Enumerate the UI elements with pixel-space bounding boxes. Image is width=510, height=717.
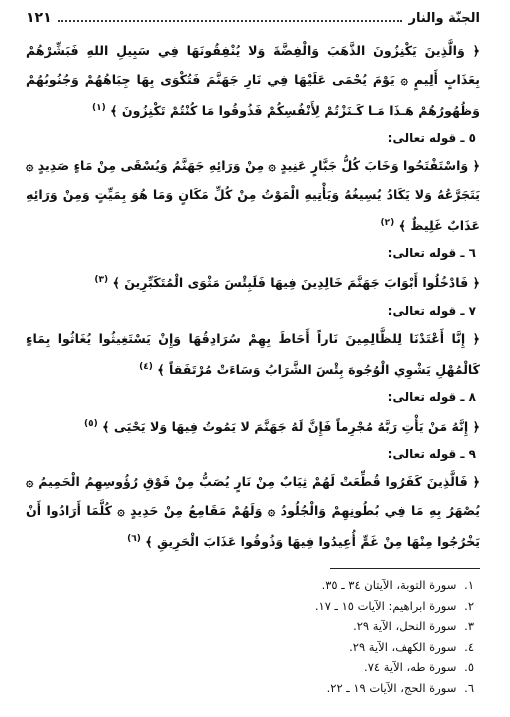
verse-text: ﴿ وَاسْتَفْتَحُوا وَخَابَ كُلُّ جَبَّارٍ عَنِيدٍ ۞ مِنْ وَرَائِهِ جَهَنَّمُ وَيُسْقَى مِنْ مَاءٍ صَدِيدٍ ۞ يَتَجَرَّعُهُ وَلا يَكَادُ يُسِيغُهُ وَيَأْتِيهِ الْمَوْتُ مِنْ كُلِّ مَكَانٍ وَمَا هُوَ بِمَيِّتٍ وَمِنْ وَرَائِهِ عَذَابٌ غَلِيظٌ ﴾ xyxy=(26,158,480,234)
footnote-number: ٢. xyxy=(464,598,474,613)
footnote-text: سورة الكهف، الآية ٢٩. xyxy=(349,639,457,654)
footnote-reference: (١) xyxy=(91,103,106,113)
running-title: الجنّة والنار xyxy=(408,11,480,26)
footnote-reference: (٢) xyxy=(380,218,395,229)
verse-text: ﴿ وَالَّذِينَ يَكْنِزُونَ الذَّهَبَ وَالْفِضَّةَ وَلا يُنْفِقُونَهَا فِي سَبِيلِ اللهِ فَبَشِّرْهُمْ بِعَذَابٍ أَلِيمٍ ۞ يَوْمَ يُحْمَى عَلَيْهَا فِي نَارِ جَهَنَّمَ فَتُكْوَى بِهَا جِبَاهُهُمْ وَجُنُوبُهُمْ وَظُهُورُهُمْ هَـذَا مَـا كَـنَزْتُمْ لِأَنْفُسِكُمْ فَذُوقُوا مَا كُنْتُمْ تَكْنِزُونَ ﴾ xyxy=(26,43,480,119)
footnote-item xyxy=(26,637,480,658)
page-number: ١٢١ xyxy=(26,10,52,26)
section-heading xyxy=(26,441,480,467)
heading-text: ٦ ـ قوله تعالى: xyxy=(387,246,476,261)
quran-verse xyxy=(26,467,480,556)
footnote-item xyxy=(26,575,480,596)
footnote-text: سورة ابراهيم: الآيات ١٥ ـ ١٧. xyxy=(314,598,457,613)
quran-verse xyxy=(26,36,480,125)
heading-text: ٨ ـ قوله تعالى: xyxy=(387,389,476,404)
heading-text: ٧ ـ قوله تعالى: xyxy=(387,303,476,318)
quran-verse xyxy=(26,151,480,240)
section-heading xyxy=(26,125,480,151)
footnote-text: سورة الحج، الآيات ١٩ ـ ٢٢. xyxy=(326,680,457,695)
footnote-text: سورة طه، الآية ٧٤. xyxy=(364,660,457,675)
footnote-reference: (٤) xyxy=(139,361,153,372)
heading-text: ٥ ـ قوله تعالى: xyxy=(387,131,476,146)
section-heading xyxy=(26,298,480,324)
footnote-item xyxy=(26,596,480,617)
page-header xyxy=(26,10,480,36)
verse-text: ﴿ فَالَّذِينَ كَفَرُوا قُطِّعَتْ لَهُمْ ثِيَابٌ مِنْ نَارٍ يُصَبُّ مِنْ فَوْقِ رُؤُوسِهِمُ الْحَمِيمُ ۞ يُصْهَرُ بِهِ مَا فِي بُطُونِهِمْ وَالْجُلُودُ ۞ وَلَهُمْ مَقَامِعُ مِنْ حَدِيدٍ ۞ كُلَّمَا أَرَادُوا أَنْ يَخْرُجُوا مِنْهَا مِنْ غَمٍّ أُعِيدُوا فِيهَا وَذُوقُوا عَذَابَ الْحَرِيقِ ﴾ xyxy=(26,473,480,550)
footnote-reference: (٦) xyxy=(127,533,141,544)
footnote-number: ٣. xyxy=(464,619,474,634)
footnote-item xyxy=(26,678,480,699)
footnote-number: ٥. xyxy=(464,660,474,675)
verse-text: ﴿ فَادْخُلُوا أَبْوَابَ جَهَنَّمَ خَالِدِينَ فِيهَا فَلَبِئْسَ مَثْوَى الْمُتَكَبِّرِينَ ﴾ xyxy=(112,275,480,291)
section-heading xyxy=(26,240,480,266)
footnote-reference: (٣) xyxy=(94,275,109,286)
header-dot-leader xyxy=(58,19,403,22)
quran-verse xyxy=(26,324,480,384)
footnote-separator xyxy=(330,568,480,569)
footnote-item xyxy=(26,616,480,637)
footnote-item xyxy=(26,657,480,678)
footnotes-list xyxy=(26,575,480,698)
quran-verse xyxy=(26,266,480,297)
quran-verse xyxy=(26,410,480,441)
footnote-reference: (٥) xyxy=(84,418,98,429)
page-body xyxy=(26,36,480,556)
footnote-text: سورة النحل، الآية ٢٩. xyxy=(353,619,457,634)
footnote-number: ١. xyxy=(464,578,474,593)
footnote-text: سورة التوبة، الآيتان ٣٤ ـ ٣٥. xyxy=(321,578,457,593)
heading-text: ٩ ـ قوله تعالى: xyxy=(387,446,476,461)
section-heading xyxy=(26,384,480,410)
footnote-number: ٦. xyxy=(464,680,474,695)
footnote-number: ٤. xyxy=(464,639,474,654)
verse-text: ﴿ إِنَّا أَعْتَدْنَا لِلظَّالِمِينَ نَاراً أَحَاطَ بِهِمْ سُرَادِقُهَا وَإِنْ يَسْتَغِيثُوا يُغَاثُوا بِمَاءٍ كَالْمُهْلِ يَشْوِي الْوُجُوهَ بِئْسَ الشَّرَابُ وَسَاءَتْ مُرْتَفَقاً ﴾ xyxy=(26,330,480,377)
verse-text: ﴿ إِنَّهُ مَنْ يَأْتِ رَبَّهُ مُجْرِماً فَإِنَّ لَهُ جَهَنَّمَ لا يَمُوتُ فِيهَا وَلا يَحْيَى ﴾ xyxy=(102,418,480,434)
